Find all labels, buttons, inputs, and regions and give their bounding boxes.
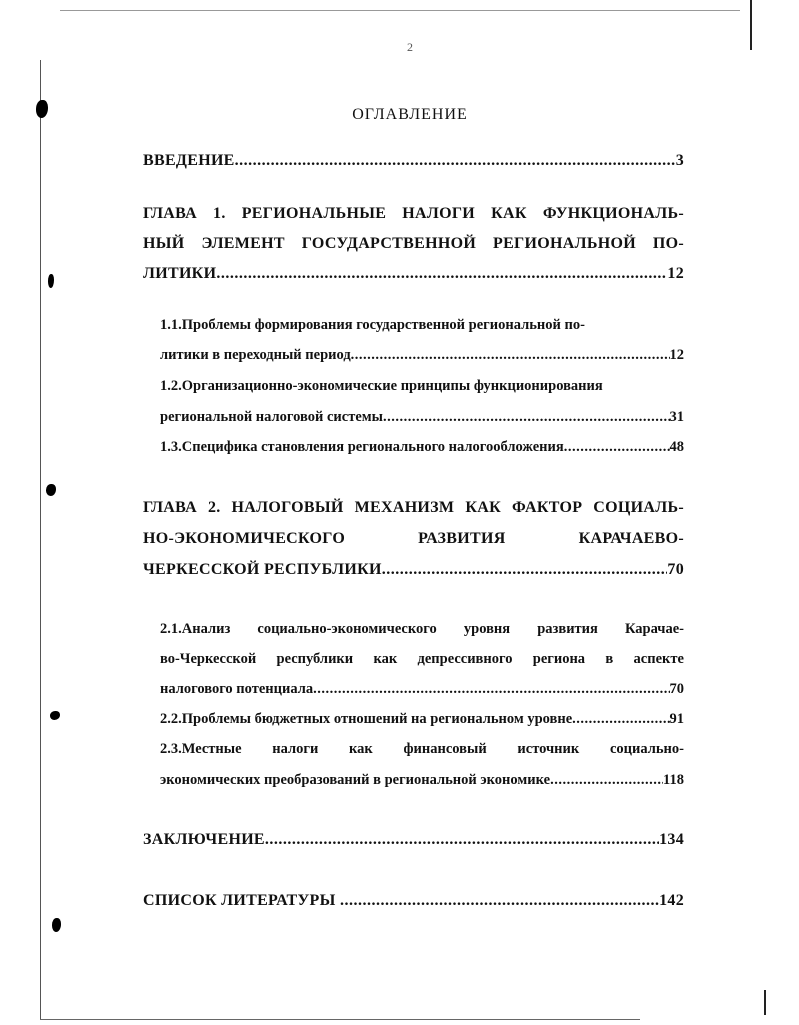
- leader-dots: [235, 152, 676, 170]
- scan-border-right-lower: [764, 990, 766, 1015]
- toc-entry-chapter-1: [143, 265, 684, 283]
- leader-dots: [572, 711, 669, 728]
- section-2-1-line: [160, 621, 684, 638]
- word: налоги: [272, 741, 319, 757]
- scan-border-top: [60, 10, 740, 11]
- word: ГЛАВА: [143, 205, 197, 222]
- toc-entry-page: 134: [659, 831, 684, 848]
- toc-entry-page: 12: [669, 347, 684, 363]
- toc-entry-intro: [143, 152, 684, 170]
- word: РАЗВИТИЯ: [418, 530, 506, 547]
- chapter-1-heading-line: [143, 235, 684, 253]
- word: Карачае-: [624, 621, 684, 637]
- scan-border-bottom: [40, 1019, 640, 1020]
- word: НАЛОГИ: [402, 205, 476, 222]
- leader-dots: [216, 265, 667, 283]
- leader-dots: [265, 831, 659, 849]
- toc-title: ОГЛАВЛЕНИЕ: [352, 106, 468, 123]
- section-1-1-line: 1.1.Проблемы формирования государственной региональной по-: [160, 317, 585, 333]
- toc-entry-label: СПИСОК ЛИТЕРАТУРЫ: [143, 892, 340, 909]
- binder-hole-mark: [50, 711, 60, 720]
- toc-entry-page: 3: [675, 152, 684, 169]
- toc-entry-page: 31: [669, 409, 684, 425]
- toc-entry-label: литики в переходный период: [160, 347, 351, 363]
- toc-entry-section-2-2: [160, 711, 684, 728]
- word: КАК: [491, 205, 527, 222]
- toc-entry-section-2-3: [160, 772, 684, 789]
- word: как: [373, 651, 398, 667]
- toc-entry-section-1-3: [160, 439, 684, 456]
- toc-entry-conclusion: [143, 831, 684, 849]
- word: 2.1.Анализ: [160, 621, 231, 637]
- word: РЕГИОНАЛЬНЫЕ: [241, 205, 387, 222]
- toc-entry-section-1-2: [160, 409, 684, 426]
- word: ПО-: [652, 235, 684, 252]
- leader-dots: [564, 439, 670, 456]
- leader-dots: [550, 772, 663, 789]
- chapter-1-heading-line: [143, 205, 684, 223]
- word: ЭЛЕМЕНТ: [201, 235, 285, 252]
- toc-entry-page: 12: [667, 265, 684, 282]
- word: КАРАЧАЕВО-: [578, 530, 684, 547]
- word: НАЛОГОВЫЙ: [231, 499, 344, 516]
- word: социально-: [609, 741, 684, 757]
- section-2-3-line: [160, 741, 684, 758]
- toc-entry-page: 118: [663, 772, 684, 788]
- word: НО-ЭКОНОМИЧЕСКОГО: [143, 530, 346, 547]
- toc-entry-page: 142: [659, 892, 684, 909]
- binder-hole-mark: [52, 918, 61, 932]
- toc-entry-page: 70: [669, 681, 684, 697]
- leader-dots: [382, 561, 668, 579]
- word: ГЛАВА: [143, 499, 197, 516]
- toc-entry-page: 91: [669, 711, 684, 727]
- chapter-2-heading-line: [143, 499, 684, 517]
- scan-border-left: [40, 60, 41, 1020]
- word: финансовый: [403, 741, 487, 757]
- toc-entry-label: 2.2.Проблемы бюджетных отношений на региональном уровне: [160, 711, 573, 727]
- toc-entry-page: 48: [669, 439, 684, 455]
- word: КАК: [465, 499, 501, 516]
- word: МЕХАНИЗМ: [354, 499, 455, 516]
- toc-entry-label: ЛИТИКИ: [143, 265, 217, 282]
- word: РЕГИОНАЛЬНОЙ: [493, 235, 636, 252]
- leader-dots: [313, 681, 669, 698]
- toc-entry-label: налогового потенциала: [160, 681, 314, 697]
- word: во-Черкесской: [160, 651, 257, 667]
- word: НЫЙ: [143, 235, 185, 252]
- toc-entry-label: ЗАКЛЮЧЕНИЕ: [143, 831, 265, 848]
- word: уровня: [463, 621, 511, 637]
- word: 2.: [207, 499, 221, 516]
- toc-entry-label: ЧЕРКЕССКОЙ РЕСПУБЛИКИ: [143, 561, 382, 578]
- section-1-2-line: 1.2.Организационно-экономические принципы функционирования: [160, 378, 603, 394]
- word: ФАКТОР: [511, 499, 583, 516]
- word: региона: [532, 651, 586, 667]
- word: депрессивного: [417, 651, 513, 667]
- toc-entry-chapter-2: [143, 561, 684, 579]
- page-number: 2: [407, 40, 413, 54]
- toc-entry-page: 70: [667, 561, 684, 578]
- word: развития: [537, 621, 598, 637]
- chapter-2-heading-line: [143, 530, 684, 548]
- toc-entry-label: экономических преобразований в региональной экономике: [160, 772, 551, 788]
- binder-hole-mark: [48, 274, 54, 288]
- toc-entry-label: ВВЕДЕНИЕ: [143, 152, 235, 169]
- leader-dots: [340, 892, 659, 910]
- word: источник: [517, 741, 580, 757]
- leader-dots: [351, 347, 670, 364]
- word: СОЦИАЛЬ-: [593, 499, 684, 516]
- binder-hole-mark: [46, 484, 56, 496]
- word: аспекте: [633, 651, 684, 667]
- word: республики: [276, 651, 354, 667]
- word: социально-экономического: [257, 621, 437, 637]
- toc-entry-section-2-1: [160, 681, 684, 698]
- word: в: [605, 651, 614, 667]
- word: как: [349, 741, 373, 757]
- word: ГОСУДАРСТВЕННОЙ: [301, 235, 477, 252]
- toc-entry-label: региональной налоговой системы: [160, 409, 383, 425]
- toc-entry-label: 1.3.Специфика становления регионального налогообложения: [160, 439, 564, 455]
- leader-dots: [383, 409, 670, 426]
- toc-entry-section-1-1: [160, 347, 684, 364]
- word: ФУНКЦИОНАЛЬ-: [542, 205, 684, 222]
- section-2-1-line: [160, 651, 684, 668]
- word: 2.3.Местные: [160, 741, 242, 757]
- word: 1.: [213, 205, 226, 222]
- toc-entry-bibliography: [143, 892, 684, 910]
